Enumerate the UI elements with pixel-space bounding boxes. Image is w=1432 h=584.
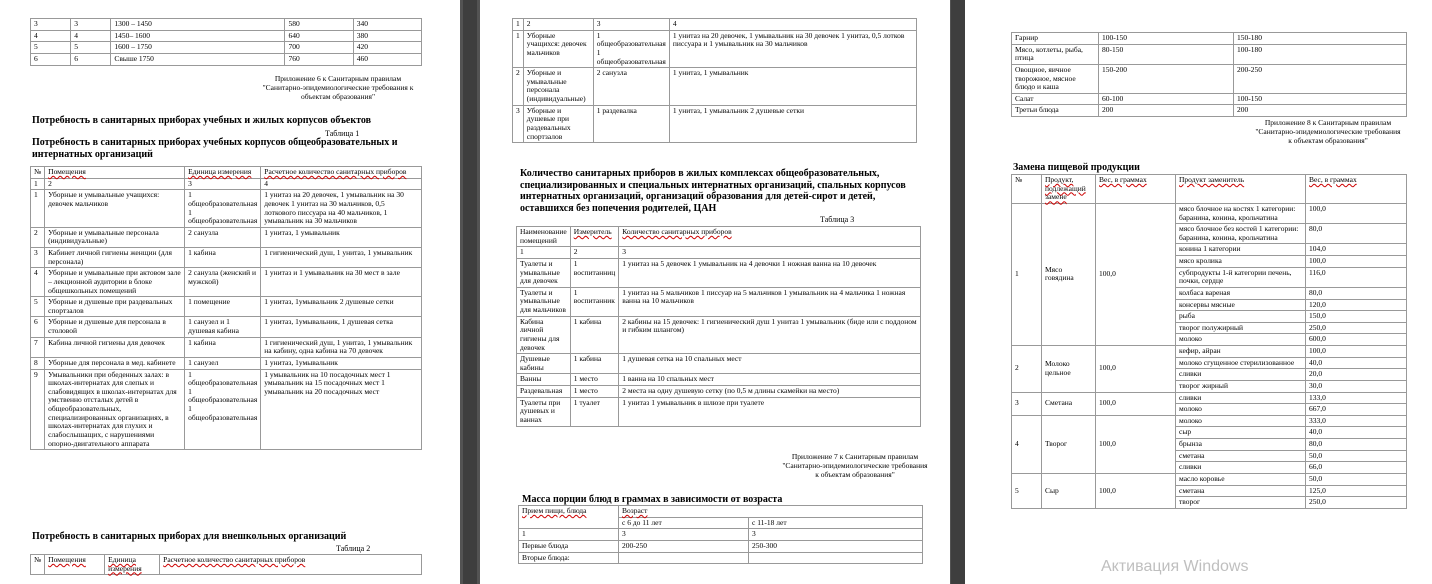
room-name: Раздевальная bbox=[517, 386, 571, 398]
substitute-product: сыр bbox=[1176, 427, 1306, 439]
table-row bbox=[1012, 64, 1407, 93]
table-cell: Свыше 1750 bbox=[111, 53, 285, 65]
portion-11-18: 150-180 bbox=[1234, 33, 1407, 45]
fixture-count: 1 унитаз, 1умывальник, 1 душевая сетка bbox=[261, 317, 422, 337]
room-name: Кабина личной гигиены для девочек bbox=[45, 337, 185, 357]
unit: 1 кабина bbox=[570, 316, 619, 354]
fixture-count: 1 унитаз, 1 умывальник bbox=[261, 227, 422, 247]
table-cell: 1450– 1600 bbox=[111, 30, 285, 42]
product-weight: 100,0 bbox=[1096, 203, 1176, 345]
substitute-product: молоко bbox=[1176, 415, 1306, 427]
table-row bbox=[31, 297, 422, 317]
room-name: Умывальники при обеденных залах: в школах-интернатах для слепых и слабовидящих в школах-интернатах для умственно отсталых детей в общеобразовательных, специализированных организациях, в школах-интернатах для глухих и слабослышащих, с нарушениями опорно-двигательного аппарата bbox=[45, 369, 185, 450]
substitute-product: творог полужирный bbox=[1176, 322, 1306, 334]
substitute-weight: 250,0 bbox=[1306, 497, 1407, 509]
table-row bbox=[1012, 33, 1407, 45]
table-header-cell: Расчетное количество санитарных приборов bbox=[261, 167, 422, 179]
meal-name: Гарнир bbox=[1012, 33, 1099, 45]
table-header-cell: 3 bbox=[619, 247, 921, 259]
table-header-cell: 3 bbox=[593, 19, 669, 31]
table-row bbox=[513, 19, 917, 31]
age-11-18: с 11-18 лет bbox=[749, 517, 923, 529]
substitute-weight: 80,0 bbox=[1306, 224, 1407, 244]
product-weight: 100,0 bbox=[1096, 415, 1176, 473]
table-row bbox=[31, 190, 422, 228]
table-row bbox=[517, 386, 921, 398]
table-header-cell: 2 bbox=[523, 19, 593, 31]
substitute-product: конина 1 категории bbox=[1176, 244, 1306, 256]
table-header-cell: Измеритель bbox=[570, 227, 619, 247]
table-cell: 760 bbox=[285, 53, 353, 65]
table-row bbox=[31, 30, 422, 42]
row-number: 2 bbox=[31, 227, 45, 247]
room-name: Туалеты и умывальные для мальчиков bbox=[517, 287, 571, 316]
substitute-product: рыба bbox=[1176, 311, 1306, 323]
substitute-weight: 80,0 bbox=[1306, 439, 1407, 451]
row-number: 3 bbox=[1012, 392, 1042, 415]
room-name: Туалеты и умывальные для девочек bbox=[517, 258, 571, 287]
room-name: Кабина личной гигиены для девочек bbox=[517, 316, 571, 354]
unit: 1 туалет bbox=[570, 397, 619, 426]
substitute-weight: 250,0 bbox=[1306, 322, 1407, 334]
age-header: Возраст bbox=[619, 506, 923, 518]
substitute-product: творог жирный bbox=[1176, 380, 1306, 392]
substitute-weight: 50,0 bbox=[1306, 473, 1407, 485]
product-replaced: Творог bbox=[1042, 415, 1096, 473]
table-cell: 3 bbox=[71, 19, 111, 31]
table-header-cell: Наименование помещений bbox=[517, 227, 571, 247]
table-row bbox=[1012, 44, 1407, 64]
product-replaced: Молоко цельное bbox=[1042, 346, 1096, 393]
row-number: 2 bbox=[513, 68, 524, 106]
table-row bbox=[31, 42, 422, 54]
unit: 2 санузла bbox=[593, 68, 669, 106]
table-cell: 340 bbox=[353, 19, 421, 31]
unit: 1 воспитанниц bbox=[570, 258, 619, 287]
table-header-cell: № bbox=[31, 167, 45, 179]
fixture-count: 1 унитаз на 5 девочек 1 умывальник на 4 девочки 1 ножная ванна на 10 девочек bbox=[619, 258, 921, 287]
substitute-product: мясо блочное на костях 1 категории: баранина, конина, крольчатина bbox=[1176, 203, 1306, 223]
portion-11-18 bbox=[749, 552, 923, 564]
table-row bbox=[519, 552, 923, 564]
substitute-weight: 50,0 bbox=[1306, 450, 1407, 462]
section-title-a: Потребность в санитарных приборах учебных и жилых корпусов объектов bbox=[32, 115, 372, 126]
substitute-product: брынза bbox=[1176, 439, 1306, 451]
meal-name: Мясо, котлеты, рыба, птица bbox=[1012, 44, 1099, 64]
fixture-count: 1 унитаз на 5 мальчиков 1 писсуар на 5 мальчиков 1 умывальник на 4 мальчика 1 ножная ванна на 10 мальчиков bbox=[619, 287, 921, 316]
table-header-cell: 2 bbox=[570, 247, 619, 259]
section-title-f: Замена пищевой продукции bbox=[1013, 162, 1140, 173]
product-replaced: Сметана bbox=[1042, 392, 1096, 415]
substitute-weight: 80,0 bbox=[1306, 287, 1407, 299]
table-row bbox=[519, 529, 923, 541]
row-number: 1 bbox=[31, 190, 45, 228]
portion-6-11: 200 bbox=[1099, 105, 1234, 117]
fixture-count: 1 умывальник на 10 посадочных мест 1 умывальник на 15 посадочных мест 1 умывальник на 20 посадочных мест bbox=[261, 369, 422, 450]
windows-activation-watermark: Активация Windows bbox=[1101, 558, 1249, 575]
substitute-weight: 20,0 bbox=[1306, 369, 1407, 381]
meal-name: Овощное, яичное творожное, мясное блюдо и каша bbox=[1012, 64, 1099, 93]
col-num: 2 bbox=[45, 178, 185, 190]
substitute-product: сливки bbox=[1176, 462, 1306, 474]
table-serving-continued bbox=[1011, 32, 1407, 117]
table-row bbox=[513, 30, 917, 68]
table-header-cell: Расчетное количество санитарных приборов bbox=[160, 555, 422, 575]
substitute-product: творог bbox=[1176, 497, 1306, 509]
table-header-cell: 4 bbox=[669, 19, 916, 31]
table-4 bbox=[518, 505, 923, 564]
row-number: 1 bbox=[1012, 203, 1042, 345]
substitute-weight: 40,0 bbox=[1306, 427, 1407, 439]
table-row bbox=[31, 248, 422, 268]
table-row bbox=[1012, 392, 1407, 404]
table-cell: 640 bbox=[285, 30, 353, 42]
fixture-count: 1 унитаз, 1 умывальник 2 душевые сетки bbox=[669, 105, 916, 143]
substitute-product: молоко сгущенное стерилизованное bbox=[1176, 357, 1306, 369]
table-row bbox=[517, 354, 921, 374]
table-cell: 4 bbox=[31, 30, 71, 42]
unit: 1 место bbox=[570, 386, 619, 398]
fixture-count: 1 ванна на 10 спальных мест bbox=[619, 374, 921, 386]
table-row bbox=[517, 374, 921, 386]
table-row bbox=[517, 316, 921, 354]
row-number: 5 bbox=[31, 297, 45, 317]
row-number: 2 bbox=[1012, 346, 1042, 393]
substitute-weight: 333,0 bbox=[1306, 415, 1407, 427]
fixture-count: 1 унитаз 1 умывальник в шлюзе при туалете bbox=[619, 397, 921, 426]
substitute-weight: 30,0 bbox=[1306, 380, 1407, 392]
row-number: 4 bbox=[31, 268, 45, 297]
meal-header: Прием пищи, блюда bbox=[519, 506, 619, 529]
table-1-label: Таблица 1 bbox=[325, 129, 360, 138]
fixture-count: 1 унитаз на 20 девочек, 1 умывальник на 30 девочек 1 унитаз, 0,5 лотков писсуара и 1 умывальник на 30 мальчиков bbox=[669, 30, 916, 68]
room-name: Уборные учащихся: девочек мальчиков bbox=[523, 30, 593, 68]
table-row bbox=[1012, 93, 1407, 105]
table-row bbox=[517, 247, 921, 259]
table-cell: 3 bbox=[31, 19, 71, 31]
section-title-e: Масса порции блюд в граммах в зависимости от возраста bbox=[522, 494, 783, 505]
meal-name: Третьи блюда bbox=[1012, 105, 1099, 117]
substitute-weight: 40,0 bbox=[1306, 357, 1407, 369]
table-header-cell: 3 bbox=[749, 529, 923, 541]
table-3 bbox=[516, 226, 921, 427]
row-number: 7 bbox=[31, 337, 45, 357]
table-header-cell: 1 bbox=[517, 247, 571, 259]
room-name: Уборные и душевые при раздевальных спортзалов bbox=[45, 297, 185, 317]
substitute-product: консервы мясные bbox=[1176, 299, 1306, 311]
portion-6-11: 100-150 bbox=[1099, 33, 1234, 45]
row-number: 4 bbox=[1012, 415, 1042, 473]
table-header-cell: 1 bbox=[513, 19, 524, 31]
substitute-weight: 150,0 bbox=[1306, 311, 1407, 323]
room-name: Уборные и умывальные персонала (индивидуальные) bbox=[45, 227, 185, 247]
substitute-weight: 120,0 bbox=[1306, 299, 1407, 311]
substitute-weight: 100,0 bbox=[1306, 203, 1407, 223]
table-row bbox=[31, 337, 422, 357]
appendix-6-note: Приложение 6 к Санитарным правилам "Санитарно-эпидемиологические требования к объектам образования" bbox=[262, 74, 414, 101]
substitute-product: сливки bbox=[1176, 369, 1306, 381]
substitute-weight: 116,0 bbox=[1306, 267, 1407, 287]
substitute-weight: 100,0 bbox=[1306, 256, 1407, 268]
table-cell: 5 bbox=[71, 42, 111, 54]
unit: 1 общеобразовательная 1 общеобразовательная bbox=[185, 190, 261, 228]
fixture-count: 1 унитаз и 1 умывальник на 30 мест в зале bbox=[261, 268, 422, 297]
substitute-product: сметана bbox=[1176, 450, 1306, 462]
room-name: Кабинет личной гигиены женщин (для персонала) bbox=[45, 248, 185, 268]
table-header-cell: Единица измерения bbox=[105, 555, 160, 575]
table-row bbox=[517, 258, 921, 287]
table-cell: 6 bbox=[31, 53, 71, 65]
substitute-product: субпродукты 1-й категории печень, почки, сердце bbox=[1176, 267, 1306, 287]
substitute-weight: 104,0 bbox=[1306, 244, 1407, 256]
table-5 bbox=[1011, 174, 1407, 509]
portion-11-18: 100-180 bbox=[1234, 44, 1407, 64]
room-name: Туалеты при душевых и ваннах bbox=[517, 397, 571, 426]
table-row bbox=[1012, 105, 1407, 117]
table-row bbox=[513, 105, 917, 143]
substitute-weight: 66,0 bbox=[1306, 462, 1407, 474]
product-weight: 100,0 bbox=[1096, 473, 1176, 508]
table-1 bbox=[30, 166, 422, 450]
meal-name: Салат bbox=[1012, 93, 1099, 105]
table-row bbox=[517, 397, 921, 426]
meal-name: Первые блюда bbox=[519, 540, 619, 552]
portion-11-18: 200-250 bbox=[1234, 64, 1407, 93]
substitute-product: кефир, айран bbox=[1176, 346, 1306, 358]
fixture-count: 1 унитаз на 20 девочек, 1 умывальник на 30 девочек 1 унитаз на 30 мальчиков, 0,5 лоткового писсуара на 40 мальчиков, 1 умывальник на 30 мальчиков bbox=[261, 190, 422, 228]
unit: 1 кабина bbox=[185, 248, 261, 268]
table-header-cell: 3 bbox=[619, 529, 749, 541]
portion-6-11: 200-250 bbox=[619, 540, 749, 552]
portion-6-11: 80-150 bbox=[1099, 44, 1234, 64]
table-row bbox=[513, 68, 917, 106]
table-row bbox=[517, 287, 921, 316]
table-2 bbox=[30, 554, 422, 575]
table-row bbox=[31, 555, 422, 575]
document-page-2 bbox=[480, 0, 950, 584]
table-row bbox=[1012, 346, 1407, 358]
table-row bbox=[31, 178, 422, 190]
unit: 1 санузел и 1 душевая кабина bbox=[185, 317, 261, 337]
table-1-continued bbox=[512, 18, 917, 143]
substitute-product: мясо кролика bbox=[1176, 256, 1306, 268]
fixture-count: 1 унитаз, 1 умывальник bbox=[669, 68, 916, 106]
row-number: 9 bbox=[31, 369, 45, 450]
document-page-1 bbox=[0, 0, 460, 584]
document-page-3 bbox=[965, 0, 1432, 584]
unit: 1 помещение bbox=[185, 297, 261, 317]
substitute-product: колбаса вареная bbox=[1176, 287, 1306, 299]
table-header-cell: 1 bbox=[519, 529, 619, 541]
table-row bbox=[31, 317, 422, 337]
fixture-count: 1 унитаз, 1умывальник 2 душевые сетки bbox=[261, 297, 422, 317]
unit: 1 общеобразовательная 1 общеобразовательная bbox=[593, 30, 669, 68]
product-weight: 100,0 bbox=[1096, 346, 1176, 393]
table-row bbox=[1012, 175, 1407, 204]
substitute-weight: 133,0 bbox=[1306, 392, 1407, 404]
table-cell: 420 bbox=[353, 42, 421, 54]
product-weight: 100,0 bbox=[1096, 392, 1176, 415]
fixture-count: 2 места на одну душевую сетку (по 0,5 м длины скамейки на место) bbox=[619, 386, 921, 398]
substitute-product: сметана bbox=[1176, 485, 1306, 497]
table-row bbox=[31, 369, 422, 450]
room-name: Уборные и душевые при раздевальных спортзалов bbox=[523, 105, 593, 143]
portion-6-11: 60-100 bbox=[1099, 93, 1234, 105]
unit: 1 кабина bbox=[570, 354, 619, 374]
substitute-product: молоко bbox=[1176, 334, 1306, 346]
col-num: 1 bbox=[31, 178, 45, 190]
substitute-product: масло коровье bbox=[1176, 473, 1306, 485]
section-title-d: Количество санитарных приборов в жилых комплексах общеобразовательных, специализированных и специальных интернатных организаций, спальных корпусов интернатных организаций, организаций образования для детей-сирот и детей, оставшихся без попечения родителей, ЦАН bbox=[520, 168, 906, 214]
page-gap bbox=[951, 0, 965, 584]
table-top-p1 bbox=[30, 18, 422, 66]
unit: 1 раздевалка bbox=[593, 105, 669, 143]
unit: 1 санузел bbox=[185, 357, 261, 369]
table-header-cell: Продукт заменитель bbox=[1176, 175, 1306, 204]
table-cell: 1300 – 1450 bbox=[111, 19, 285, 31]
row-number: 6 bbox=[31, 317, 45, 337]
row-number: 8 bbox=[31, 357, 45, 369]
table-row bbox=[31, 357, 422, 369]
table-row bbox=[31, 53, 422, 65]
portion-6-11: 150-200 bbox=[1099, 64, 1234, 93]
fixture-count: 1 гигиенический душ, 1 унитаз, 1 умывальник bbox=[261, 248, 422, 268]
table-row bbox=[1012, 415, 1407, 427]
table-header-cell: Помещения bbox=[45, 167, 185, 179]
row-number: 3 bbox=[513, 105, 524, 143]
row-number: 1 bbox=[513, 30, 524, 68]
table-header-cell: № bbox=[1012, 175, 1042, 204]
table-cell: 580 bbox=[285, 19, 353, 31]
table-row bbox=[31, 227, 422, 247]
table-row bbox=[519, 540, 923, 552]
substitute-weight: 100,0 bbox=[1306, 346, 1407, 358]
table-row bbox=[31, 167, 422, 179]
fixture-count: 2 кабины на 15 девочек: 1 гигиенический душ 1 унитаз 1 умывальник (биде или с поддоном и гибким шлангом) bbox=[619, 316, 921, 354]
meal-name: Вторые блюда: bbox=[519, 552, 619, 564]
table-header-cell: Вес, в граммах bbox=[1306, 175, 1407, 204]
row-number: 5 bbox=[1012, 473, 1042, 508]
room-name: Ванны bbox=[517, 374, 571, 386]
row-number: 3 bbox=[31, 248, 45, 268]
table-row bbox=[1012, 473, 1407, 485]
substitute-product: мясо блочное без костей 1 категории: баранина, конина, крольчатина bbox=[1176, 224, 1306, 244]
table-3-label: Таблица 3 bbox=[820, 215, 855, 224]
unit: 1 место bbox=[570, 374, 619, 386]
table-header-cell: Единица измерения bbox=[185, 167, 261, 179]
section-title-b: Потребность в санитарных приборах учебных корпусов общеобразовательных и интернатных организаций bbox=[32, 137, 398, 160]
appendix-8-note: Приложение 8 к Санитарным правилам "Санитарно-эпидемиологические требования к объектам образования" bbox=[1255, 118, 1401, 145]
fixture-count: 1 душевая сетка на 10 спальных мест bbox=[619, 354, 921, 374]
col-num: 3 bbox=[185, 178, 261, 190]
table-cell: 6 bbox=[71, 53, 111, 65]
substitute-weight: 667,0 bbox=[1306, 404, 1407, 416]
table-row bbox=[519, 506, 923, 518]
table-header-cell: Вес, в граммах bbox=[1096, 175, 1176, 204]
unit: 1 кабина bbox=[185, 337, 261, 357]
age-6-11: с 6 до 11 лет bbox=[619, 517, 749, 529]
substitute-product: молоко bbox=[1176, 404, 1306, 416]
unit: 2 санузла bbox=[185, 227, 261, 247]
table-cell: 5 bbox=[31, 42, 71, 54]
product-replaced: Мясо говядина bbox=[1042, 203, 1096, 345]
unit: 2 санузла (женский и мужской) bbox=[185, 268, 261, 297]
table-cell: 1600 – 1750 bbox=[111, 42, 285, 54]
appendix-7-note: Приложение 7 к Санитарным правилам "Санитарно-эпидемиологические требования к объектам образования" bbox=[782, 452, 928, 479]
room-name: Уборные и умывальные учащихся: девочек мальчиков bbox=[45, 190, 185, 228]
room-name: Душевые кабины bbox=[517, 354, 571, 374]
room-name: Уборные и умывальные персонала (индивидуальные) bbox=[523, 68, 593, 106]
table-row bbox=[31, 268, 422, 297]
table-cell: 4 bbox=[71, 30, 111, 42]
fixture-count: 1 гигиенический душ, 1 унитаз, 1 умывальник на кабину, одна кабина на 70 девочек bbox=[261, 337, 422, 357]
room-name: Уборные для персонала в мед. кабинете bbox=[45, 357, 185, 369]
table-2-label: Таблица 2 bbox=[336, 544, 371, 553]
table-header-cell: Количество санитарных приборов bbox=[619, 227, 921, 247]
table-row bbox=[31, 19, 422, 31]
room-name: Уборные и душевые для персонала в столовой bbox=[45, 317, 185, 337]
room-name: Уборные и умывальные при актовом зале – лекционной аудитории в блоке общешкольных помещений bbox=[45, 268, 185, 297]
product-replaced: Сыр bbox=[1042, 473, 1096, 508]
unit: 1 воспитанник bbox=[570, 287, 619, 316]
substitute-weight: 600,0 bbox=[1306, 334, 1407, 346]
table-row bbox=[517, 227, 921, 247]
table-header-cell: № bbox=[31, 555, 45, 575]
portion-11-18: 200 bbox=[1234, 105, 1407, 117]
table-header-cell: Продукт, подлежащий замене bbox=[1042, 175, 1096, 204]
portion-11-18: 100-150 bbox=[1234, 93, 1407, 105]
table-cell: 700 bbox=[285, 42, 353, 54]
fixture-count: 1 унитаз, 1умывальник bbox=[261, 357, 422, 369]
col-num: 4 bbox=[261, 178, 422, 190]
portion-6-11 bbox=[619, 552, 749, 564]
unit: 1 общеобразовательная 1 общеобразовательная 1 общеобразовательная bbox=[185, 369, 261, 450]
table-cell: 380 bbox=[353, 30, 421, 42]
section-title-c: Потребность в санитарных приборах для внешкольных организаций bbox=[32, 531, 347, 542]
substitute-product: сливки bbox=[1176, 392, 1306, 404]
page-gap bbox=[463, 0, 477, 584]
table-cell: 460 bbox=[353, 53, 421, 65]
portion-11-18: 250-300 bbox=[749, 540, 923, 552]
table-header-cell: Помещения bbox=[45, 555, 105, 575]
table-row bbox=[1012, 203, 1407, 223]
substitute-weight: 125,0 bbox=[1306, 485, 1407, 497]
